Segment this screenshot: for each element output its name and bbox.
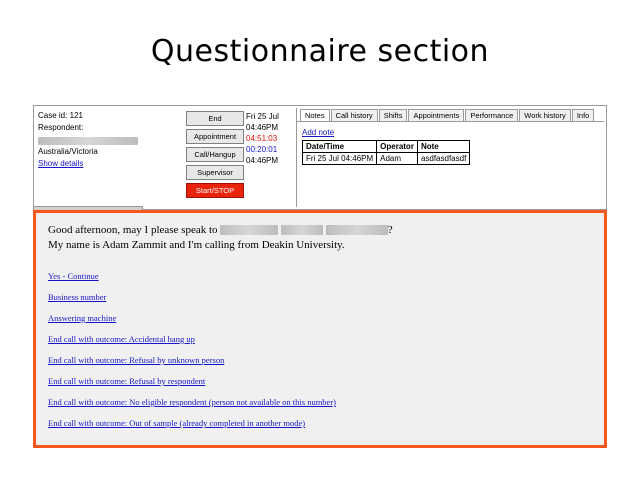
- case-location: Australia/Victoria: [38, 147, 98, 156]
- table-header-row: [303, 141, 470, 153]
- action-button-column: [186, 111, 244, 201]
- column-header-note: Note: [417, 141, 469, 153]
- start-stop-button[interactable]: Start/STOP: [186, 183, 244, 198]
- option-business-number[interactable]: Business number: [48, 292, 107, 302]
- time-column: [246, 111, 292, 166]
- call-hangup-button[interactable]: Call/Hangup: [186, 147, 244, 162]
- option-refusal-unknown-person[interactable]: End call with outcome: Refusal by unknown person: [48, 355, 225, 365]
- respondent-label: Respondent:: [38, 123, 84, 132]
- appointment-button[interactable]: Appointment: [186, 129, 244, 144]
- page-title: Questionnaire section: [150, 34, 490, 69]
- greeting-line-2: My name is Adam Zammit and I'm calling from Deakin University.: [48, 239, 345, 251]
- option-yes-continue[interactable]: Yes - Continue: [48, 271, 99, 281]
- option-no-eligible-respondent[interactable]: End call with outcome: No eligible respondent (person not available on this number): [48, 397, 336, 407]
- application-window: [33, 105, 607, 210]
- questionnaire-panel: [33, 210, 607, 448]
- cell-datetime: Fri 25 Jul 04:46PM: [303, 153, 377, 165]
- cell-operator: Adam: [377, 153, 418, 165]
- option-accidental-hangup[interactable]: End call with outcome: Accidental hang up: [48, 334, 195, 344]
- greeting-line-1: [48, 223, 592, 238]
- tab-call-history[interactable]: Call history: [331, 109, 378, 121]
- respondent-name-redacted: [38, 134, 178, 146]
- cell-note: asdfasdfasdf: [417, 153, 469, 165]
- add-note-link[interactable]: Add note: [302, 128, 335, 137]
- tab-info[interactable]: Info: [572, 109, 595, 121]
- redaction-bar: [38, 137, 138, 145]
- tab-performance[interactable]: Performance: [465, 109, 518, 121]
- redaction-bar-name-1: [220, 225, 278, 235]
- tab-panel: [296, 108, 604, 207]
- table-row[interactable]: [303, 153, 470, 165]
- show-details-link[interactable]: Show details: [38, 159, 84, 168]
- current-date: Fri 25 Jul: [246, 112, 279, 121]
- tab-notes[interactable]: Notes: [300, 109, 330, 121]
- session-timer: 04:51:03: [246, 134, 278, 143]
- tab-appointments[interactable]: Appointments: [408, 109, 464, 121]
- column-header-operator: Operator: [377, 141, 418, 153]
- option-out-of-sample[interactable]: End call with outcome: Out of sample (already completed in another mode): [48, 418, 306, 428]
- column-header-datetime: Date/Time: [303, 141, 377, 153]
- redaction-bar-name-3: [326, 225, 388, 235]
- tab-strip: [297, 108, 604, 122]
- option-refusal-by-respondent[interactable]: End call with outcome: Refusal by respondent: [48, 376, 206, 386]
- case-info-block: [38, 110, 178, 170]
- notes-table: [302, 140, 470, 165]
- tab-shifts[interactable]: Shifts: [379, 109, 408, 121]
- redaction-bar-name-2: [281, 225, 323, 235]
- secondary-time: 04:46PM: [246, 156, 279, 165]
- supervisor-button[interactable]: Supervisor: [186, 165, 244, 180]
- tab-work-history[interactable]: Work history: [519, 109, 571, 121]
- greeting-prefix: Good afternoon, may I please speak to: [48, 224, 221, 236]
- call-timer: 00:20:01: [246, 145, 278, 154]
- current-time: 04:46PM: [246, 123, 279, 132]
- option-answering-machine[interactable]: Answering machine: [48, 313, 117, 323]
- greeting-suffix: ?: [387, 224, 393, 236]
- end-button[interactable]: End: [186, 111, 244, 126]
- case-id-label: Case id: 121: [38, 111, 83, 120]
